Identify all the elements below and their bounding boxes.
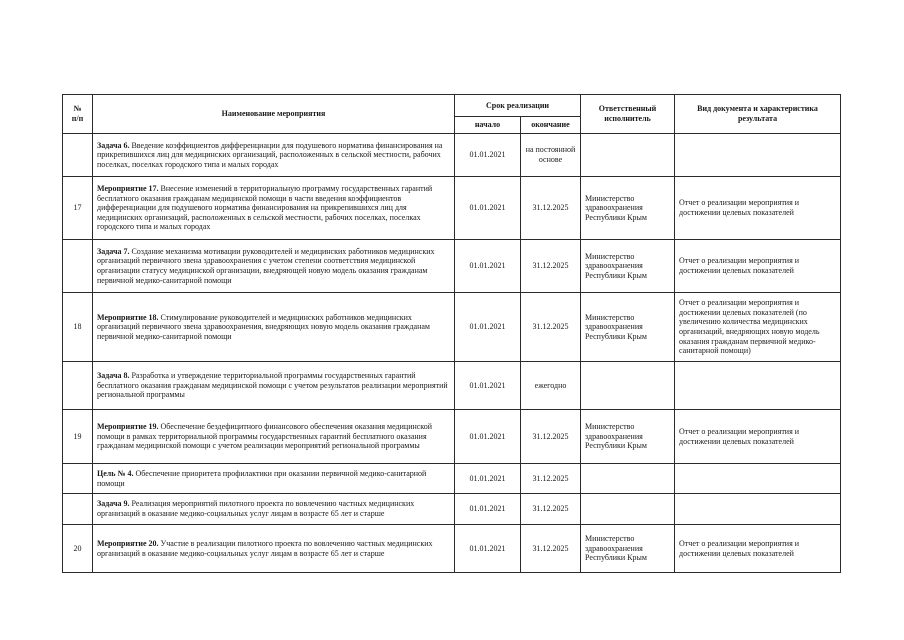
row-document: Отчет о реализации мероприятия и достижении целевых показателей — [675, 525, 841, 573]
row-document: Отчет о реализации мероприятия и достижении целевых показателей — [675, 177, 841, 240]
header-name: Наименование мероприятия — [93, 95, 455, 134]
row-label: Мероприятие 17. — [97, 184, 159, 194]
row-label: Задача 8. — [97, 371, 130, 381]
row-start: 01.01.2021 — [455, 177, 521, 240]
row-label: Задача 9. — [97, 499, 130, 509]
row-text: Внесение изменений в территориальную программу государственных гарантий бесплатного оказания гражданам медицинской помощи в части введения коэффициентов дифференциации для подушевого норматива финансирования на прикрепившихся лиц для медицинских организаций, расположенных в сельской местности, рабочих поселках, поселках городского типа и малых городах — [97, 184, 433, 232]
header-responsible: Ответственный исполнитель — [581, 95, 675, 134]
row-document — [675, 134, 841, 177]
row-name — [93, 293, 455, 362]
row-name — [93, 240, 455, 293]
row-responsible: Министерство здравоохранения Республики Крым — [581, 525, 675, 573]
row-number: 20 — [63, 525, 93, 573]
row-document — [675, 494, 841, 525]
row-number — [63, 464, 93, 494]
row-text: Участие в реализации пилотного проекта по вовлечению частных медицинских организаций в оказание медико-социальных услуг лицам в возрасте 65 лет и старше — [97, 538, 433, 558]
row-number — [63, 494, 93, 525]
row-start: 01.01.2021 — [455, 293, 521, 362]
row-responsible: Министерство здравоохранения Республики Крым — [581, 410, 675, 464]
row-number — [63, 134, 93, 177]
row-start: 01.01.2021 — [455, 525, 521, 573]
row-text: Создание механизма мотивации руководителей и медицинских работников медицинских организаций первичного звена здравоохранения с учетом степени соответствия медицинской организации статусу медицинской организации, внедряющей новую модель оказания гражданам первичной медико-санитарной помощи — [97, 246, 435, 285]
row-responsible: Министерство здравоохранения Республики Крым — [581, 293, 675, 362]
row-name — [93, 177, 455, 240]
row-text: Стимулирование руководителей и медицинских работников медицинских организаций первичного звена здравоохранения, внедряющих новую модель оказания гражданам первичной медико-санитарной помощи — [97, 312, 430, 341]
row-end: 31.12.2025 — [521, 464, 581, 494]
row-number — [63, 362, 93, 410]
row-name — [93, 362, 455, 410]
row-start: 01.01.2021 — [455, 410, 521, 464]
row-start: 01.01.2021 — [455, 134, 521, 177]
row-start: 01.01.2021 — [455, 362, 521, 410]
row-text: Реализация мероприятий пилотного проекта по вовлечению частных медицинских организаций в оказание медико-социальных услуг лицам в возрасте 65 лет и старше — [97, 499, 415, 518]
row-name — [93, 494, 455, 525]
row-document: Отчет о реализации мероприятия и достижении целевых показателей — [675, 410, 841, 464]
header-end: окончание — [521, 117, 581, 134]
row-end: 31.12.2025 — [521, 410, 581, 464]
row-start: 01.01.2021 — [455, 464, 521, 494]
row-number: 19 — [63, 410, 93, 464]
row-name — [93, 525, 455, 573]
row-number: 17 — [63, 177, 93, 240]
row-name — [93, 410, 455, 464]
header-document: Вид документа и характеристика результата — [675, 95, 841, 134]
row-text: Обеспечение приоритета профилактики при оказании первичной медико-санитарной помощи — [97, 468, 427, 488]
row-label: Мероприятие 20. — [97, 538, 159, 548]
row-text: Введение коэффициентов дифференциации для подушевого норматива финансирования на прикрепившихся лиц для медицинских организаций, расположенных в сельской местности, рабочих поселках, поселках городского типа и малых городах — [97, 140, 443, 169]
row-document: Отчет о реализации мероприятия и достижении целевых показателей — [675, 240, 841, 293]
row-text: Разработка и утверждение территориальной программы государственных гарантий бесплатного оказания гражданам медицинской помощи с учетом результатов реализации мероприятий региональной программы — [97, 371, 448, 400]
row-label: Цель № 4. — [97, 468, 134, 478]
row-responsible: Министерство здравоохранения Республики Крым — [581, 177, 675, 240]
row-start: 01.01.2021 — [455, 494, 521, 525]
row-text: Обеспечение бездефицитного финансового обеспечения оказания медицинской помощи в рамках территориальной программы государственных гарантий бесплатного оказания гражданам медицинской помощи с учетом реализации мероприятий региональной программы — [97, 422, 433, 451]
row-document — [675, 362, 841, 410]
row-end: 31.12.2025 — [521, 494, 581, 525]
row-end: ежегодно — [521, 362, 581, 410]
header-number: № п/п — [63, 95, 93, 134]
row-document — [675, 464, 841, 494]
row-name — [93, 464, 455, 494]
row-number: 18 — [63, 293, 93, 362]
row-name — [93, 134, 455, 177]
row-number — [63, 240, 93, 293]
row-start: 01.01.2021 — [455, 240, 521, 293]
measures-table — [62, 94, 841, 573]
row-end: 31.12.2025 — [521, 525, 581, 573]
row-responsible — [581, 134, 675, 177]
row-responsible — [581, 464, 675, 494]
header-term: Срок реализации — [455, 95, 581, 117]
row-document: Отчет о реализации мероприятия и достижении целевых показателей (по увеличению количества медицинских организаций, внедряющих новую модель оказания гражданам первичной медико-санитарной помощи) — [675, 293, 841, 362]
header-start: начало — [455, 117, 521, 134]
row-end: 31.12.2025 — [521, 240, 581, 293]
row-label: Задача 7. — [97, 246, 130, 256]
row-responsible — [581, 494, 675, 525]
row-end: 31.12.2025 — [521, 293, 581, 362]
row-end: на постоянной основе — [521, 134, 581, 177]
row-responsible: Министерство здравоохранения Республики Крым — [581, 240, 675, 293]
row-label: Мероприятие 19. — [97, 422, 159, 432]
row-end: 31.12.2025 — [521, 177, 581, 240]
row-label: Задача 6. — [97, 140, 130, 150]
row-label: Мероприятие 18. — [97, 312, 159, 322]
row-responsible — [581, 362, 675, 410]
